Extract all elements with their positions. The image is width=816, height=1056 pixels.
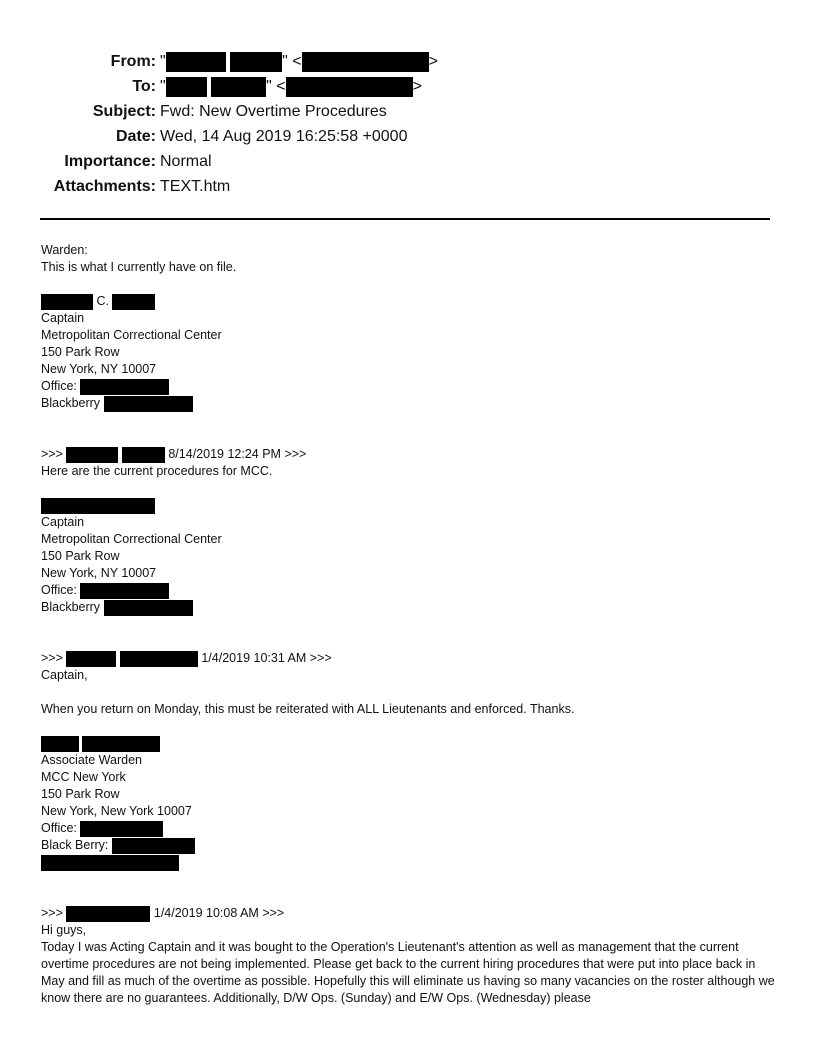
from-row: [0, 51, 816, 73]
redaction-block: [302, 52, 429, 72]
fwd3-marker-close: >>>: [262, 906, 285, 920]
redaction-block: [112, 838, 195, 854]
redaction-block: [122, 447, 165, 463]
redaction-block: [80, 583, 169, 599]
redaction-block: [104, 600, 193, 616]
attachments-row: [0, 176, 816, 198]
date-value: Wed, 14 Aug 2019 16:25:58 +0000: [160, 128, 408, 145]
sig3-title: Associate Warden: [41, 753, 142, 767]
to-row: [0, 76, 816, 98]
from-value: [160, 51, 438, 73]
redaction-block: [80, 821, 163, 837]
redaction-block: [82, 736, 160, 752]
sig2-office: [41, 582, 169, 599]
to-angle-close: >: [412, 78, 422, 95]
sig2-org: Metropolitan Correctional Center: [41, 532, 222, 546]
header-divider: [40, 218, 770, 220]
fwd2-header: [41, 650, 332, 667]
attachments-label: Attachments:: [53, 178, 156, 195]
sig3-org: MCC New York: [41, 770, 126, 784]
fwd3-text: Today I was Acting Captain and it was bought to the Operation's Lieutenant's attention as well as management that the current overtime procedures are not being implemented. Please get back to the current hiring procedures that were put into place back in May and fill as much of the overtime as possible. Hopefully this will eliminate us having so many vacancies on the roster although we know there are no guarantees. Additionally, D/W Ops. (Sunday) and E/W Ops. (Wednesday) please: [41, 940, 775, 1005]
redaction-block: [112, 294, 155, 310]
sig2-city: New York, NY 10007: [41, 566, 157, 580]
redaction-block: [66, 651, 116, 667]
intro-line: This is what I currently have on file.: [41, 260, 237, 274]
sig1-street: 150 Park Row: [41, 345, 120, 359]
to-value: [160, 76, 422, 98]
redaction-block: [166, 52, 226, 72]
fwd2-timestamp: 1/4/2019 10:31 AM: [201, 651, 307, 665]
sig2-title: Captain: [41, 515, 85, 529]
fwd2-salutation: Captain,: [41, 668, 88, 682]
sig3-blackberry: [41, 837, 195, 854]
date-row: [0, 126, 816, 148]
sig3-name: [41, 735, 160, 752]
subject-row: [0, 101, 816, 123]
importance-row: [0, 151, 816, 173]
fwd1-text: Here are the current procedures for MCC.: [41, 464, 273, 478]
fwd3-marker-open: >>>: [41, 906, 63, 920]
to-label: To:: [132, 78, 156, 95]
fwd2-marker-close: >>>: [309, 651, 332, 665]
fwd3-header: [41, 905, 284, 922]
fwd3-timestamp: 1/4/2019 10:08 AM: [153, 906, 259, 920]
redaction-block: [41, 294, 93, 310]
sig1-initial: C.: [96, 294, 109, 308]
redaction-block: [104, 396, 193, 412]
importance-label: Importance:: [64, 153, 156, 170]
sig3-street: 150 Park Row: [41, 787, 120, 801]
redaction-block: [166, 77, 207, 97]
sig2-blackberry: [41, 599, 193, 616]
sig3-office-label: Office:: [41, 821, 77, 835]
importance-value: Normal: [160, 153, 212, 170]
redaction-block: [230, 52, 282, 72]
fwd1-marker-open: >>>: [41, 447, 63, 461]
sig1-blackberry: [41, 395, 193, 412]
sig3-blackberry-label: Black Berry:: [41, 838, 109, 852]
attachments-value[interactable]: TEXT.htm: [160, 178, 231, 195]
redaction-block: [66, 447, 118, 463]
sig3-city: New York, New York 10007: [41, 804, 192, 818]
to-quote-close: ": [266, 78, 272, 95]
fwd2-text: When you return on Monday, this must be reiterated with ALL Lieutenants and enforced. Thanks.: [41, 702, 575, 716]
fwd1-marker-close: >>>: [284, 447, 307, 461]
fwd1-timestamp: 8/14/2019 12:24 PM: [168, 447, 281, 461]
redaction-block: [41, 498, 155, 514]
sig2-name: [41, 497, 155, 514]
from-quote-close: ": [282, 53, 288, 70]
redaction-block: [80, 379, 169, 395]
redaction-block: [120, 651, 198, 667]
redaction-block: [66, 906, 150, 922]
sig1-title: Captain: [41, 311, 85, 325]
from-quote-open: ": [160, 53, 166, 70]
from-angle-open: <: [292, 53, 302, 70]
fwd3-salutation: Hi guys,: [41, 923, 87, 937]
to-quote-open: ": [160, 78, 166, 95]
subject-label: Subject:: [92, 103, 156, 120]
sig1-office-label: Office:: [41, 379, 77, 393]
fwd2-marker-open: >>>: [41, 651, 63, 665]
sig1-blackberry-label: Blackberry: [41, 396, 101, 410]
sig2-street: 150 Park Row: [41, 549, 120, 563]
redaction-block: [41, 855, 179, 871]
to-angle-open: <: [276, 78, 286, 95]
sig1-org: Metropolitan Correctional Center: [41, 328, 222, 342]
from-label: From:: [110, 53, 156, 70]
from-angle-close: >: [428, 53, 438, 70]
redaction-block: [211, 77, 266, 97]
sig1-city: New York, NY 10007: [41, 362, 157, 376]
fwd1-header: [41, 446, 306, 463]
redaction-block: [41, 736, 79, 752]
sig2-blackberry-label: Blackberry: [41, 600, 101, 614]
sig2-office-label: Office:: [41, 583, 77, 597]
sig3-office: [41, 820, 163, 837]
sig3-extra: [41, 854, 179, 871]
sig1-name: [41, 293, 155, 310]
greeting: Warden:: [41, 243, 88, 257]
date-label: Date:: [115, 128, 156, 145]
sig1-office: [41, 378, 169, 395]
subject-value: Fwd: New Overtime Procedures: [160, 103, 387, 120]
redaction-block: [286, 77, 413, 97]
